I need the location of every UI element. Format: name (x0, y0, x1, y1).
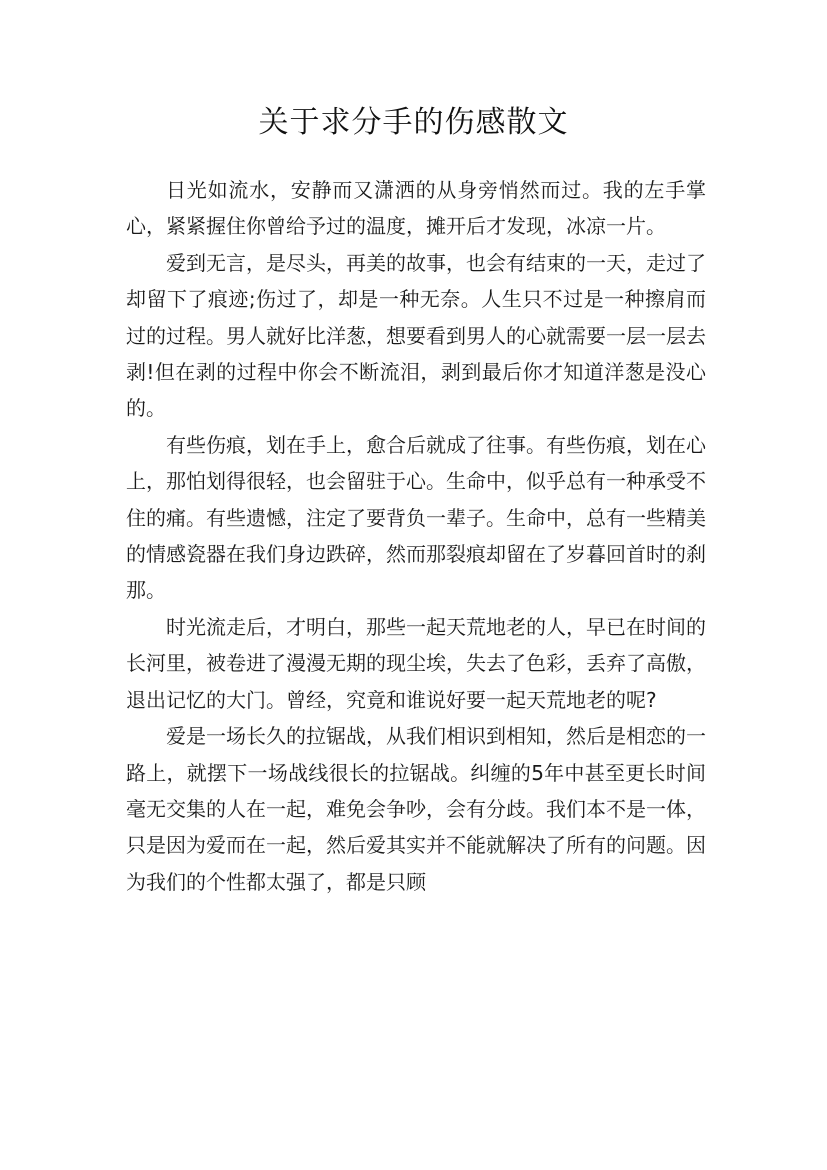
paragraph-1: 日光如流水，安静而又潇洒的从身旁悄然而过。我的左手掌心，紧紧握住你曾给予过的温度，摊开后才发现，冰凉一片。 (126, 178, 706, 239)
paragraph-4: 时光流走后，才明白，那些一起天荒地老的人，早已在时间的长河里，被卷进了漫漫无期的现尘埃，失去了色彩，丢弃了高傲，退出记忆的大门。曾经，究竟和谁说好要一起天荒地老的呢? (126, 614, 706, 712)
paragraph-2: 爱到无言，是尽头，再美的故事，也会有结束的一天，走过了却留下了痕迹;伤过了，却是一种无奈。人生只不过是一种擦肩而过的过程。男人就好比洋葱，想要看到男人的心就需要一层一层去剥!但在剥的过程中你会不断流泪，剥到最后你才知道洋葱是没心的。 (126, 250, 706, 421)
document-title: 关于求分手的伤感散文 (258, 105, 569, 140)
document-body (126, 172, 706, 900)
paragraph-5: 爱是一场长久的拉锯战，从我们相识到相知，然后是相恋的一路上，就摆下一场战线很长的拉锯战。纠缠的5年中甚至更长时间毫无交集的人在一起，难免会争吵，会有分歧。我们本不是一体，只是因为爱而在一起，然后爱其实并不能就解决了所有的问题。因为我们的个性都太强了，都是只顾 (126, 724, 706, 894)
paragraph-3: 有些伤痕，划在手上，愈合后就成了往事。有些伤痕，划在心上，那怕划得很轻，也会留驻于心。生命中，似乎总有一种承受不住的痛。有些遗憾，注定了要背负一辈子。生命中，总有一些精美的情感瓷器在我们身边跌碎，然而那裂痕却留在了岁暮回首时的刹那。 (126, 432, 706, 603)
